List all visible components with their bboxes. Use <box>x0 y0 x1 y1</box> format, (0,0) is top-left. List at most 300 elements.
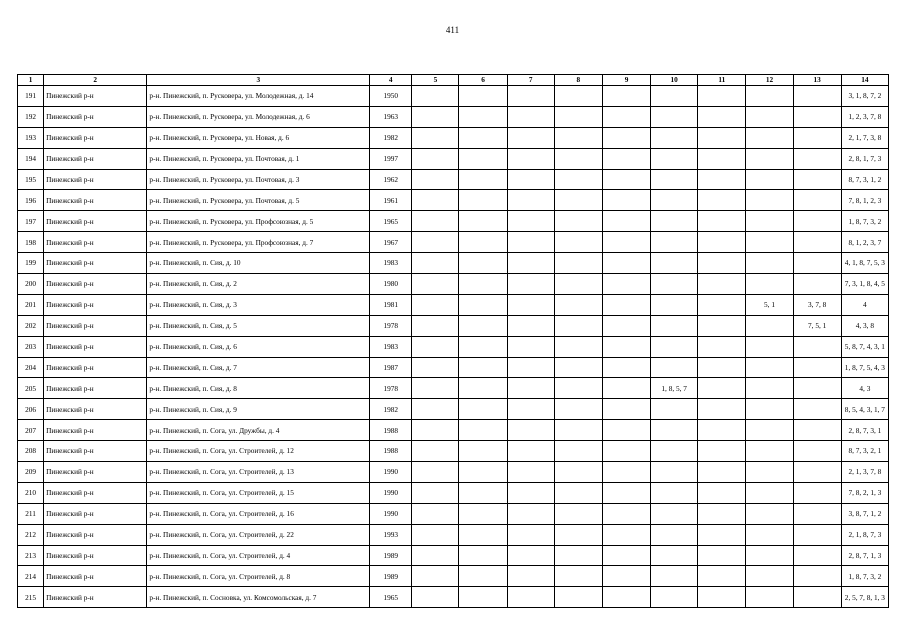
table-row <box>18 587 889 608</box>
year-cell: 1989 <box>370 545 412 566</box>
col5-cell <box>412 148 459 169</box>
address-cell: р-н. Пинежский, п. Сога, ул. Строителей, д. 8 <box>147 566 370 587</box>
col9-cell <box>602 253 650 274</box>
table-row <box>18 127 889 148</box>
col12-cell <box>746 357 793 378</box>
col5-cell <box>412 503 459 524</box>
table-row <box>18 253 889 274</box>
col11-cell <box>698 587 746 608</box>
col14-cell: 7, 3, 1, 8, 4, 5 <box>841 274 888 295</box>
column-header: 1 <box>18 75 44 86</box>
col9-cell <box>602 503 650 524</box>
col12-cell <box>746 253 793 274</box>
col13-cell <box>793 399 841 420</box>
year-cell: 1967 <box>370 232 412 253</box>
col7-cell <box>507 566 554 587</box>
col11-cell <box>698 169 746 190</box>
col12-cell <box>746 315 793 336</box>
col13-cell <box>793 106 841 127</box>
col5-cell <box>412 211 459 232</box>
col13-cell <box>793 357 841 378</box>
col6-cell <box>459 545 507 566</box>
col12-cell <box>746 482 793 503</box>
col10-cell <box>651 148 698 169</box>
district-cell: Пинежский р-н <box>44 587 147 608</box>
col8-cell <box>554 482 602 503</box>
year-cell: 1962 <box>370 169 412 190</box>
table-row <box>18 566 889 587</box>
col12-cell <box>746 106 793 127</box>
year-cell: 1990 <box>370 482 412 503</box>
col10-cell <box>651 524 698 545</box>
col14-cell: 3, 8, 7, 1, 2 <box>841 503 888 524</box>
col13-cell <box>793 441 841 462</box>
address-cell: р-н. Пинежский, п. Сосновка, ул. Комсомольская, д. 7 <box>147 587 370 608</box>
table-row <box>18 315 889 336</box>
district-cell: Пинежский р-н <box>44 399 147 420</box>
year-cell: 1990 <box>370 503 412 524</box>
row-number-cell: 206 <box>18 399 44 420</box>
col11-cell <box>698 232 746 253</box>
col11-cell <box>698 566 746 587</box>
col13-cell <box>793 587 841 608</box>
col6-cell <box>459 86 507 107</box>
col13-cell <box>793 232 841 253</box>
col6-cell <box>459 378 507 399</box>
col13-cell <box>793 274 841 295</box>
col5-cell <box>412 357 459 378</box>
column-header: 3 <box>147 75 370 86</box>
col6-cell <box>459 127 507 148</box>
table-row <box>18 294 889 315</box>
address-cell: р-н. Пинежский, п. Сога, ул. Дружбы, д. 4 <box>147 420 370 441</box>
column-header: 9 <box>602 75 650 86</box>
col7-cell <box>507 378 554 399</box>
col7-cell <box>507 503 554 524</box>
col8-cell <box>554 106 602 127</box>
table-row <box>18 106 889 127</box>
col6-cell <box>459 211 507 232</box>
col7-cell <box>507 253 554 274</box>
column-header: 4 <box>370 75 412 86</box>
col8-cell <box>554 274 602 295</box>
col13-cell <box>793 524 841 545</box>
col12-cell <box>746 127 793 148</box>
row-number-cell: 191 <box>18 86 44 107</box>
col8-cell <box>554 211 602 232</box>
col9-cell <box>602 294 650 315</box>
col7-cell <box>507 462 554 483</box>
district-cell: Пинежский р-н <box>44 524 147 545</box>
col9-cell <box>602 566 650 587</box>
col11-cell <box>698 127 746 148</box>
district-cell: Пинежский р-н <box>44 169 147 190</box>
column-header: 13 <box>793 75 841 86</box>
col6-cell <box>459 399 507 420</box>
col14-cell: 7, 8, 2, 1, 3 <box>841 482 888 503</box>
column-header: 7 <box>507 75 554 86</box>
year-cell: 1978 <box>370 315 412 336</box>
address-cell: р-н. Пинежский, п. Русковера, ул. Почтовая, д. 5 <box>147 190 370 211</box>
col6-cell <box>459 232 507 253</box>
address-cell: р-н. Пинежский, п. Русковера, ул. Новая, д. 6 <box>147 127 370 148</box>
col10-cell <box>651 420 698 441</box>
col9-cell <box>602 127 650 148</box>
col13-cell <box>793 86 841 107</box>
col12-cell <box>746 190 793 211</box>
col13-cell <box>793 127 841 148</box>
col6-cell <box>459 253 507 274</box>
col13-cell <box>793 169 841 190</box>
col7-cell <box>507 294 554 315</box>
row-number-cell: 193 <box>18 127 44 148</box>
col11-cell <box>698 420 746 441</box>
col7-cell <box>507 106 554 127</box>
row-number-cell: 204 <box>18 357 44 378</box>
district-cell: Пинежский р-н <box>44 441 147 462</box>
col10-cell <box>651 566 698 587</box>
district-cell: Пинежский р-н <box>44 566 147 587</box>
col5-cell <box>412 482 459 503</box>
district-cell: Пинежский р-н <box>44 127 147 148</box>
column-header: 2 <box>44 75 147 86</box>
table-row <box>18 232 889 253</box>
table-row <box>18 482 889 503</box>
col14-cell: 5, 8, 7, 4, 3, 1 <box>841 336 888 357</box>
table-row <box>18 190 889 211</box>
col10-cell <box>651 462 698 483</box>
col5-cell <box>412 190 459 211</box>
row-number-cell: 198 <box>18 232 44 253</box>
col7-cell <box>507 357 554 378</box>
col6-cell <box>459 106 507 127</box>
col6-cell <box>459 503 507 524</box>
col9-cell <box>602 315 650 336</box>
col7-cell <box>507 127 554 148</box>
col7-cell <box>507 232 554 253</box>
col14-cell: 2, 8, 7, 1, 3 <box>841 545 888 566</box>
col8-cell <box>554 545 602 566</box>
address-cell: р-н. Пинежский, п. Сия, д. 8 <box>147 378 370 399</box>
col13-cell <box>793 378 841 399</box>
col5-cell <box>412 274 459 295</box>
address-cell: р-н. Пинежский, п. Сога, ул. Строителей, д. 4 <box>147 545 370 566</box>
col13-cell <box>793 253 841 274</box>
year-cell: 1983 <box>370 253 412 274</box>
col11-cell <box>698 190 746 211</box>
col6-cell <box>459 190 507 211</box>
year-cell: 1987 <box>370 357 412 378</box>
table-row <box>18 420 889 441</box>
col8-cell <box>554 169 602 190</box>
col8-cell <box>554 420 602 441</box>
col8-cell <box>554 232 602 253</box>
housing-register-table <box>17 74 889 608</box>
col12-cell <box>746 399 793 420</box>
table-row <box>18 169 889 190</box>
col11-cell <box>698 545 746 566</box>
col11-cell <box>698 462 746 483</box>
col14-cell: 4, 3 <box>841 378 888 399</box>
col7-cell <box>507 524 554 545</box>
col12-cell <box>746 503 793 524</box>
col10-cell <box>651 106 698 127</box>
col13-cell <box>793 545 841 566</box>
table-row <box>18 336 889 357</box>
col13-cell: 7, 5, 1 <box>793 315 841 336</box>
district-cell: Пинежский р-н <box>44 336 147 357</box>
col11-cell <box>698 294 746 315</box>
col13-cell <box>793 190 841 211</box>
col13-cell: 3, 7, 8 <box>793 294 841 315</box>
col6-cell <box>459 566 507 587</box>
col14-cell: 3, 1, 8, 7, 2 <box>841 86 888 107</box>
col10-cell <box>651 336 698 357</box>
col8-cell <box>554 336 602 357</box>
col10-cell <box>651 169 698 190</box>
col11-cell <box>698 357 746 378</box>
table-row <box>18 462 889 483</box>
col14-cell: 2, 1, 8, 7, 3 <box>841 524 888 545</box>
col9-cell <box>602 587 650 608</box>
district-cell: Пинежский р-н <box>44 253 147 274</box>
col13-cell <box>793 503 841 524</box>
year-cell: 1963 <box>370 106 412 127</box>
year-cell: 1988 <box>370 420 412 441</box>
address-cell: р-н. Пинежский, п. Русковера, ул. Молодежная, д. 14 <box>147 86 370 107</box>
col5-cell <box>412 106 459 127</box>
address-cell: р-н. Пинежский, п. Русковера, ул. Почтовая, д. 1 <box>147 148 370 169</box>
district-cell: Пинежский р-н <box>44 274 147 295</box>
address-cell: р-н. Пинежский, п. Сога, ул. Строителей, д. 15 <box>147 482 370 503</box>
col13-cell <box>793 420 841 441</box>
col12-cell <box>746 545 793 566</box>
col14-cell: 1, 8, 7, 5, 4, 3 <box>841 357 888 378</box>
col7-cell <box>507 169 554 190</box>
district-cell: Пинежский р-н <box>44 420 147 441</box>
col9-cell <box>602 211 650 232</box>
col12-cell <box>746 378 793 399</box>
address-cell: р-н. Пинежский, п. Сия, д. 5 <box>147 315 370 336</box>
col6-cell <box>459 357 507 378</box>
col14-cell: 1, 2, 3, 7, 8 <box>841 106 888 127</box>
row-number-cell: 211 <box>18 503 44 524</box>
col5-cell <box>412 127 459 148</box>
year-cell: 1997 <box>370 148 412 169</box>
col12-cell <box>746 169 793 190</box>
address-cell: р-н. Пинежский, п. Сия, д. 7 <box>147 357 370 378</box>
year-cell: 1981 <box>370 294 412 315</box>
address-cell: р-н. Пинежский, п. Сия, д. 6 <box>147 336 370 357</box>
address-cell: р-н. Пинежский, п. Сога, ул. Строителей, д. 22 <box>147 524 370 545</box>
address-cell: р-н. Пинежский, п. Сия, д. 2 <box>147 274 370 295</box>
column-header: 6 <box>459 75 507 86</box>
table-row <box>18 441 889 462</box>
district-cell: Пинежский р-н <box>44 462 147 483</box>
col8-cell <box>554 503 602 524</box>
address-cell: р-н. Пинежский, п. Русковера, ул. Профсоюзная, д. 5 <box>147 211 370 232</box>
row-number-cell: 199 <box>18 253 44 274</box>
row-number-cell: 192 <box>18 106 44 127</box>
address-cell: р-н. Пинежский, п. Русковера, ул. Профсоюзная, д. 7 <box>147 232 370 253</box>
col7-cell <box>507 336 554 357</box>
col13-cell <box>793 566 841 587</box>
address-cell: р-н. Пинежский, п. Русковера, ул. Почтовая, д. 3 <box>147 169 370 190</box>
col7-cell <box>507 545 554 566</box>
col6-cell <box>459 587 507 608</box>
row-number-cell: 196 <box>18 190 44 211</box>
col10-cell <box>651 190 698 211</box>
district-cell: Пинежский р-н <box>44 503 147 524</box>
col10-cell: 1, 8, 5, 7 <box>651 378 698 399</box>
district-cell: Пинежский р-н <box>44 315 147 336</box>
col9-cell <box>602 232 650 253</box>
table-row <box>18 378 889 399</box>
col9-cell <box>602 441 650 462</box>
col11-cell <box>698 336 746 357</box>
col7-cell <box>507 420 554 441</box>
col8-cell <box>554 524 602 545</box>
col11-cell <box>698 315 746 336</box>
col5-cell <box>412 315 459 336</box>
col9-cell <box>602 336 650 357</box>
col12-cell <box>746 587 793 608</box>
col5-cell <box>412 441 459 462</box>
address-cell: р-н. Пинежский, п. Сия, д. 3 <box>147 294 370 315</box>
column-header: 8 <box>554 75 602 86</box>
col8-cell <box>554 587 602 608</box>
table-row <box>18 503 889 524</box>
col14-cell: 8, 7, 3, 2, 1 <box>841 441 888 462</box>
col12-cell <box>746 274 793 295</box>
col14-cell: 8, 1, 2, 3, 7 <box>841 232 888 253</box>
col12-cell <box>746 211 793 232</box>
column-header: 14 <box>841 75 888 86</box>
col7-cell <box>507 148 554 169</box>
col8-cell <box>554 253 602 274</box>
col5-cell <box>412 545 459 566</box>
col13-cell <box>793 211 841 232</box>
row-number-cell: 208 <box>18 441 44 462</box>
row-number-cell: 200 <box>18 274 44 295</box>
year-cell: 1990 <box>370 462 412 483</box>
row-number-cell: 202 <box>18 315 44 336</box>
table-row <box>18 148 889 169</box>
col8-cell <box>554 294 602 315</box>
col9-cell <box>602 148 650 169</box>
table-row <box>18 545 889 566</box>
col9-cell <box>602 399 650 420</box>
col14-cell: 2, 8, 1, 7, 3 <box>841 148 888 169</box>
col7-cell <box>507 587 554 608</box>
col11-cell <box>698 503 746 524</box>
row-number-cell: 194 <box>18 148 44 169</box>
year-cell: 1993 <box>370 524 412 545</box>
col9-cell <box>602 274 650 295</box>
col12-cell: 5, 1 <box>746 294 793 315</box>
year-cell: 1965 <box>370 211 412 232</box>
col10-cell <box>651 482 698 503</box>
year-cell: 1988 <box>370 441 412 462</box>
col9-cell <box>602 106 650 127</box>
col14-cell: 4, 3, 8 <box>841 315 888 336</box>
col6-cell <box>459 482 507 503</box>
col8-cell <box>554 357 602 378</box>
col8-cell <box>554 127 602 148</box>
col5-cell <box>412 420 459 441</box>
row-number-cell: 214 <box>18 566 44 587</box>
col6-cell <box>459 315 507 336</box>
row-number-cell: 215 <box>18 587 44 608</box>
col12-cell <box>746 566 793 587</box>
col10-cell <box>651 315 698 336</box>
col9-cell <box>602 190 650 211</box>
table-row <box>18 524 889 545</box>
year-cell: 1961 <box>370 190 412 211</box>
col14-cell: 1, 8, 7, 3, 2 <box>841 566 888 587</box>
col9-cell <box>602 378 650 399</box>
table-body <box>18 86 889 608</box>
col14-cell: 8, 5, 4, 3, 1, 7 <box>841 399 888 420</box>
col5-cell <box>412 253 459 274</box>
col8-cell <box>554 441 602 462</box>
col10-cell <box>651 545 698 566</box>
col10-cell <box>651 211 698 232</box>
col5-cell <box>412 294 459 315</box>
col5-cell <box>412 232 459 253</box>
column-header: 5 <box>412 75 459 86</box>
col7-cell <box>507 190 554 211</box>
col10-cell <box>651 357 698 378</box>
district-cell: Пинежский р-н <box>44 482 147 503</box>
col12-cell <box>746 148 793 169</box>
col14-cell: 1, 8, 7, 3, 2 <box>841 211 888 232</box>
col9-cell <box>602 462 650 483</box>
col10-cell <box>651 274 698 295</box>
col11-cell <box>698 211 746 232</box>
col7-cell <box>507 441 554 462</box>
col11-cell <box>698 378 746 399</box>
district-cell: Пинежский р-н <box>44 190 147 211</box>
district-cell: Пинежский р-н <box>44 232 147 253</box>
col9-cell <box>602 169 650 190</box>
district-cell: Пинежский р-н <box>44 86 147 107</box>
col14-cell: 2, 1, 3, 7, 8 <box>841 462 888 483</box>
col11-cell <box>698 441 746 462</box>
district-cell: Пинежский р-н <box>44 357 147 378</box>
col7-cell <box>507 315 554 336</box>
col9-cell <box>602 524 650 545</box>
col6-cell <box>459 524 507 545</box>
col14-cell: 2, 5, 7, 8, 1, 3 <box>841 587 888 608</box>
col5-cell <box>412 566 459 587</box>
col5-cell <box>412 587 459 608</box>
col13-cell <box>793 462 841 483</box>
col12-cell <box>746 441 793 462</box>
col10-cell <box>651 232 698 253</box>
page-number: 411 <box>445 25 460 35</box>
col8-cell <box>554 566 602 587</box>
table-row <box>18 357 889 378</box>
col11-cell <box>698 106 746 127</box>
col12-cell <box>746 462 793 483</box>
address-cell: р-н. Пинежский, п. Сия, д. 9 <box>147 399 370 420</box>
col11-cell <box>698 148 746 169</box>
col11-cell <box>698 253 746 274</box>
column-header: 12 <box>746 75 793 86</box>
district-cell: Пинежский р-н <box>44 294 147 315</box>
col6-cell <box>459 462 507 483</box>
